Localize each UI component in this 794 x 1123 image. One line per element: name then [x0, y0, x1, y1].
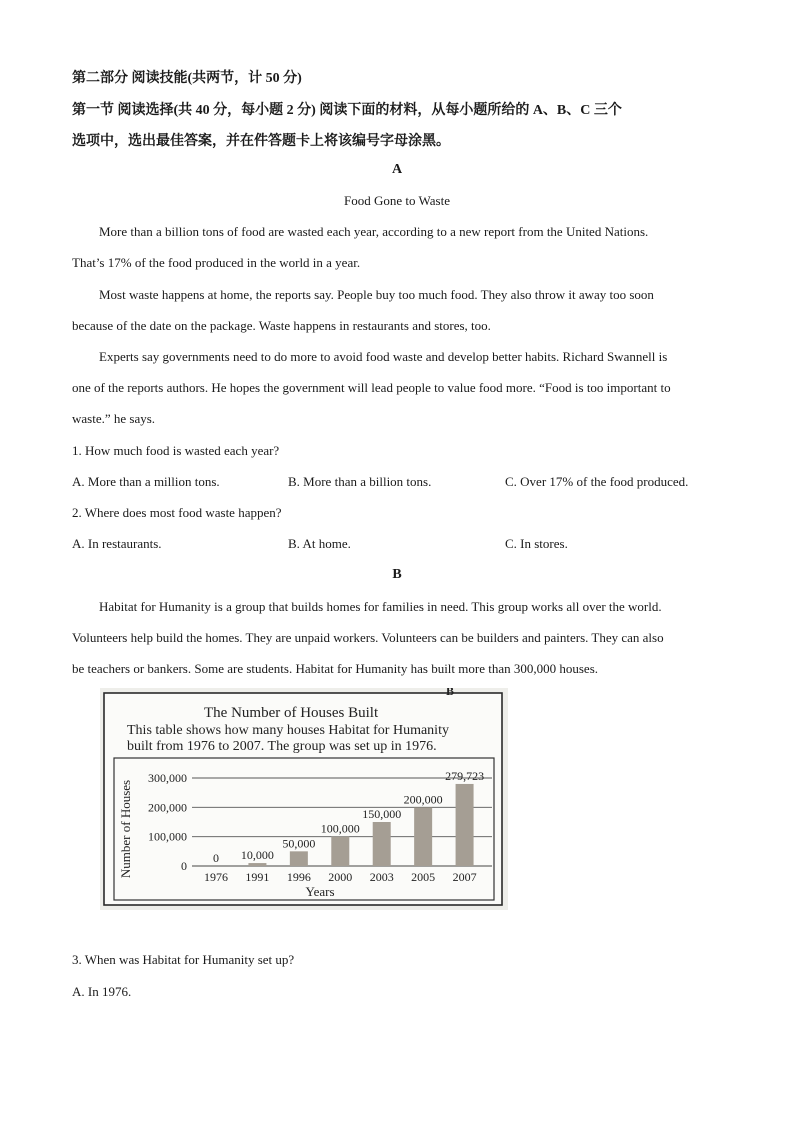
houses-built-chart: [100, 688, 508, 910]
chart-value-label: 0: [213, 851, 219, 865]
chart-subtitle-line-1: This table shows how many houses Habitat for Humanity: [127, 723, 449, 738]
passage-a-line: Most waste happens at home, the reports say. People buy too much food. They also throw it away too soon: [99, 287, 654, 302]
question-2-option-a: A. In restaurants.: [72, 536, 162, 551]
chart-x-tick-label: 2000: [328, 870, 353, 884]
passage-a-line: waste.” he says.: [72, 411, 156, 426]
chart-x-tick-label: 1976: [204, 870, 228, 884]
chart-bar-2005: [414, 807, 432, 866]
passage-a-line: because of the date on the package. Waste happens in restaurants and stores, too.: [72, 318, 491, 333]
instruction-line-2: 选项中，选出最佳答案，并在件答题卡上将该编号字母涂黑。: [72, 134, 450, 149]
passage-a-line: That’s 17% of the food produced in the world in a year.: [72, 255, 361, 270]
chart-y-tick-label: 300,000: [148, 771, 187, 785]
chart-y-tick-label: 200,000: [148, 800, 187, 815]
section-title: 第二部分 阅读技能(共两节，计 50 分): [72, 71, 302, 86]
question-1-option-c: C. Over 17% of the food produced.: [505, 474, 689, 489]
question-2-option-b: B. At home.: [288, 536, 351, 551]
question-2-option-c: C. In stores.: [505, 536, 568, 551]
passage-a-label: A: [391, 162, 403, 177]
chart-x-axis-label: Years: [305, 884, 335, 899]
passage-b-line: be teachers or bankers. Some are students. Habitat for Humanity has built more than 300,000 houses.: [72, 661, 599, 676]
chart-y-tick-label: 0: [181, 859, 187, 873]
question-2: 2. Where does most food waste happen?: [72, 505, 282, 520]
instruction-line-1: 第一节 阅读选择(共 40 分，每小题 2 分) 阅读下面的材料，从每小题所给的 A、B、C 三个: [72, 103, 622, 118]
passage-b-line: Volunteers help build the homes. They are unpaid workers. Volunteers can be builders and painters. They can also: [72, 630, 664, 645]
chart-subtitle-line-2: built from 1976 to 2007. The group was set up in 1976.: [127, 739, 437, 754]
chart-bar-2007: [456, 784, 474, 866]
question-1-option-b: B. More than a billion tons.: [288, 474, 432, 489]
chart-y-axis-label: Number of Houses: [118, 779, 133, 879]
question-3-option-a: A. In 1976.: [72, 984, 132, 999]
chart-bar-1991: [248, 863, 266, 866]
chart-y-tick-label: 100,000: [148, 829, 187, 844]
chart-value-label: 279,723: [445, 768, 485, 783]
passage-b-line: Habitat for Humanity is a group that builds homes for families in need. This group works all over the world.: [99, 599, 662, 614]
chart-value-label: 200,000: [403, 792, 443, 807]
passage-a-title: Food Gone to Waste: [344, 193, 450, 208]
chart-bar-2000: [331, 837, 349, 866]
chart-x-tick-label: 1991: [245, 870, 270, 884]
chart-x-tick-label: 2003: [369, 870, 394, 884]
question-3: 3. When was Habitat for Humanity set up?: [72, 952, 295, 967]
chart-x-tick-label: 1996: [286, 870, 311, 884]
chart-value-label: 10,000: [240, 848, 274, 863]
chart-bar-2003: [373, 822, 391, 866]
chart-corner-mark: B: [446, 688, 455, 698]
chart-x-tick-label: 2007: [452, 870, 477, 884]
chart-x-tick-label: 2005: [411, 870, 436, 884]
passage-a-line: More than a billion tons of food are wasted each year, according to a new report from the United Nations.: [99, 224, 649, 239]
chart-value-label: 100,000: [320, 821, 360, 836]
passage-a-line: Experts say governments need to do more to avoid food waste and develop better habits. Richard Swannell is: [99, 349, 668, 364]
chart-bar-1996: [290, 851, 308, 866]
passage-b-label: B: [392, 567, 402, 582]
chart-value-label: 150,000: [362, 807, 402, 821]
chart-value-label: 50,000: [282, 836, 316, 851]
question-1: 1. How much food is wasted each year?: [72, 443, 280, 458]
question-1-option-a: A. More than a million tons.: [72, 474, 220, 489]
chart-title: The Number of Houses Built: [204, 705, 379, 721]
passage-a-line: one of the reports authors. He hopes the government will lead people to value food more. “Food is too important to: [72, 380, 671, 395]
